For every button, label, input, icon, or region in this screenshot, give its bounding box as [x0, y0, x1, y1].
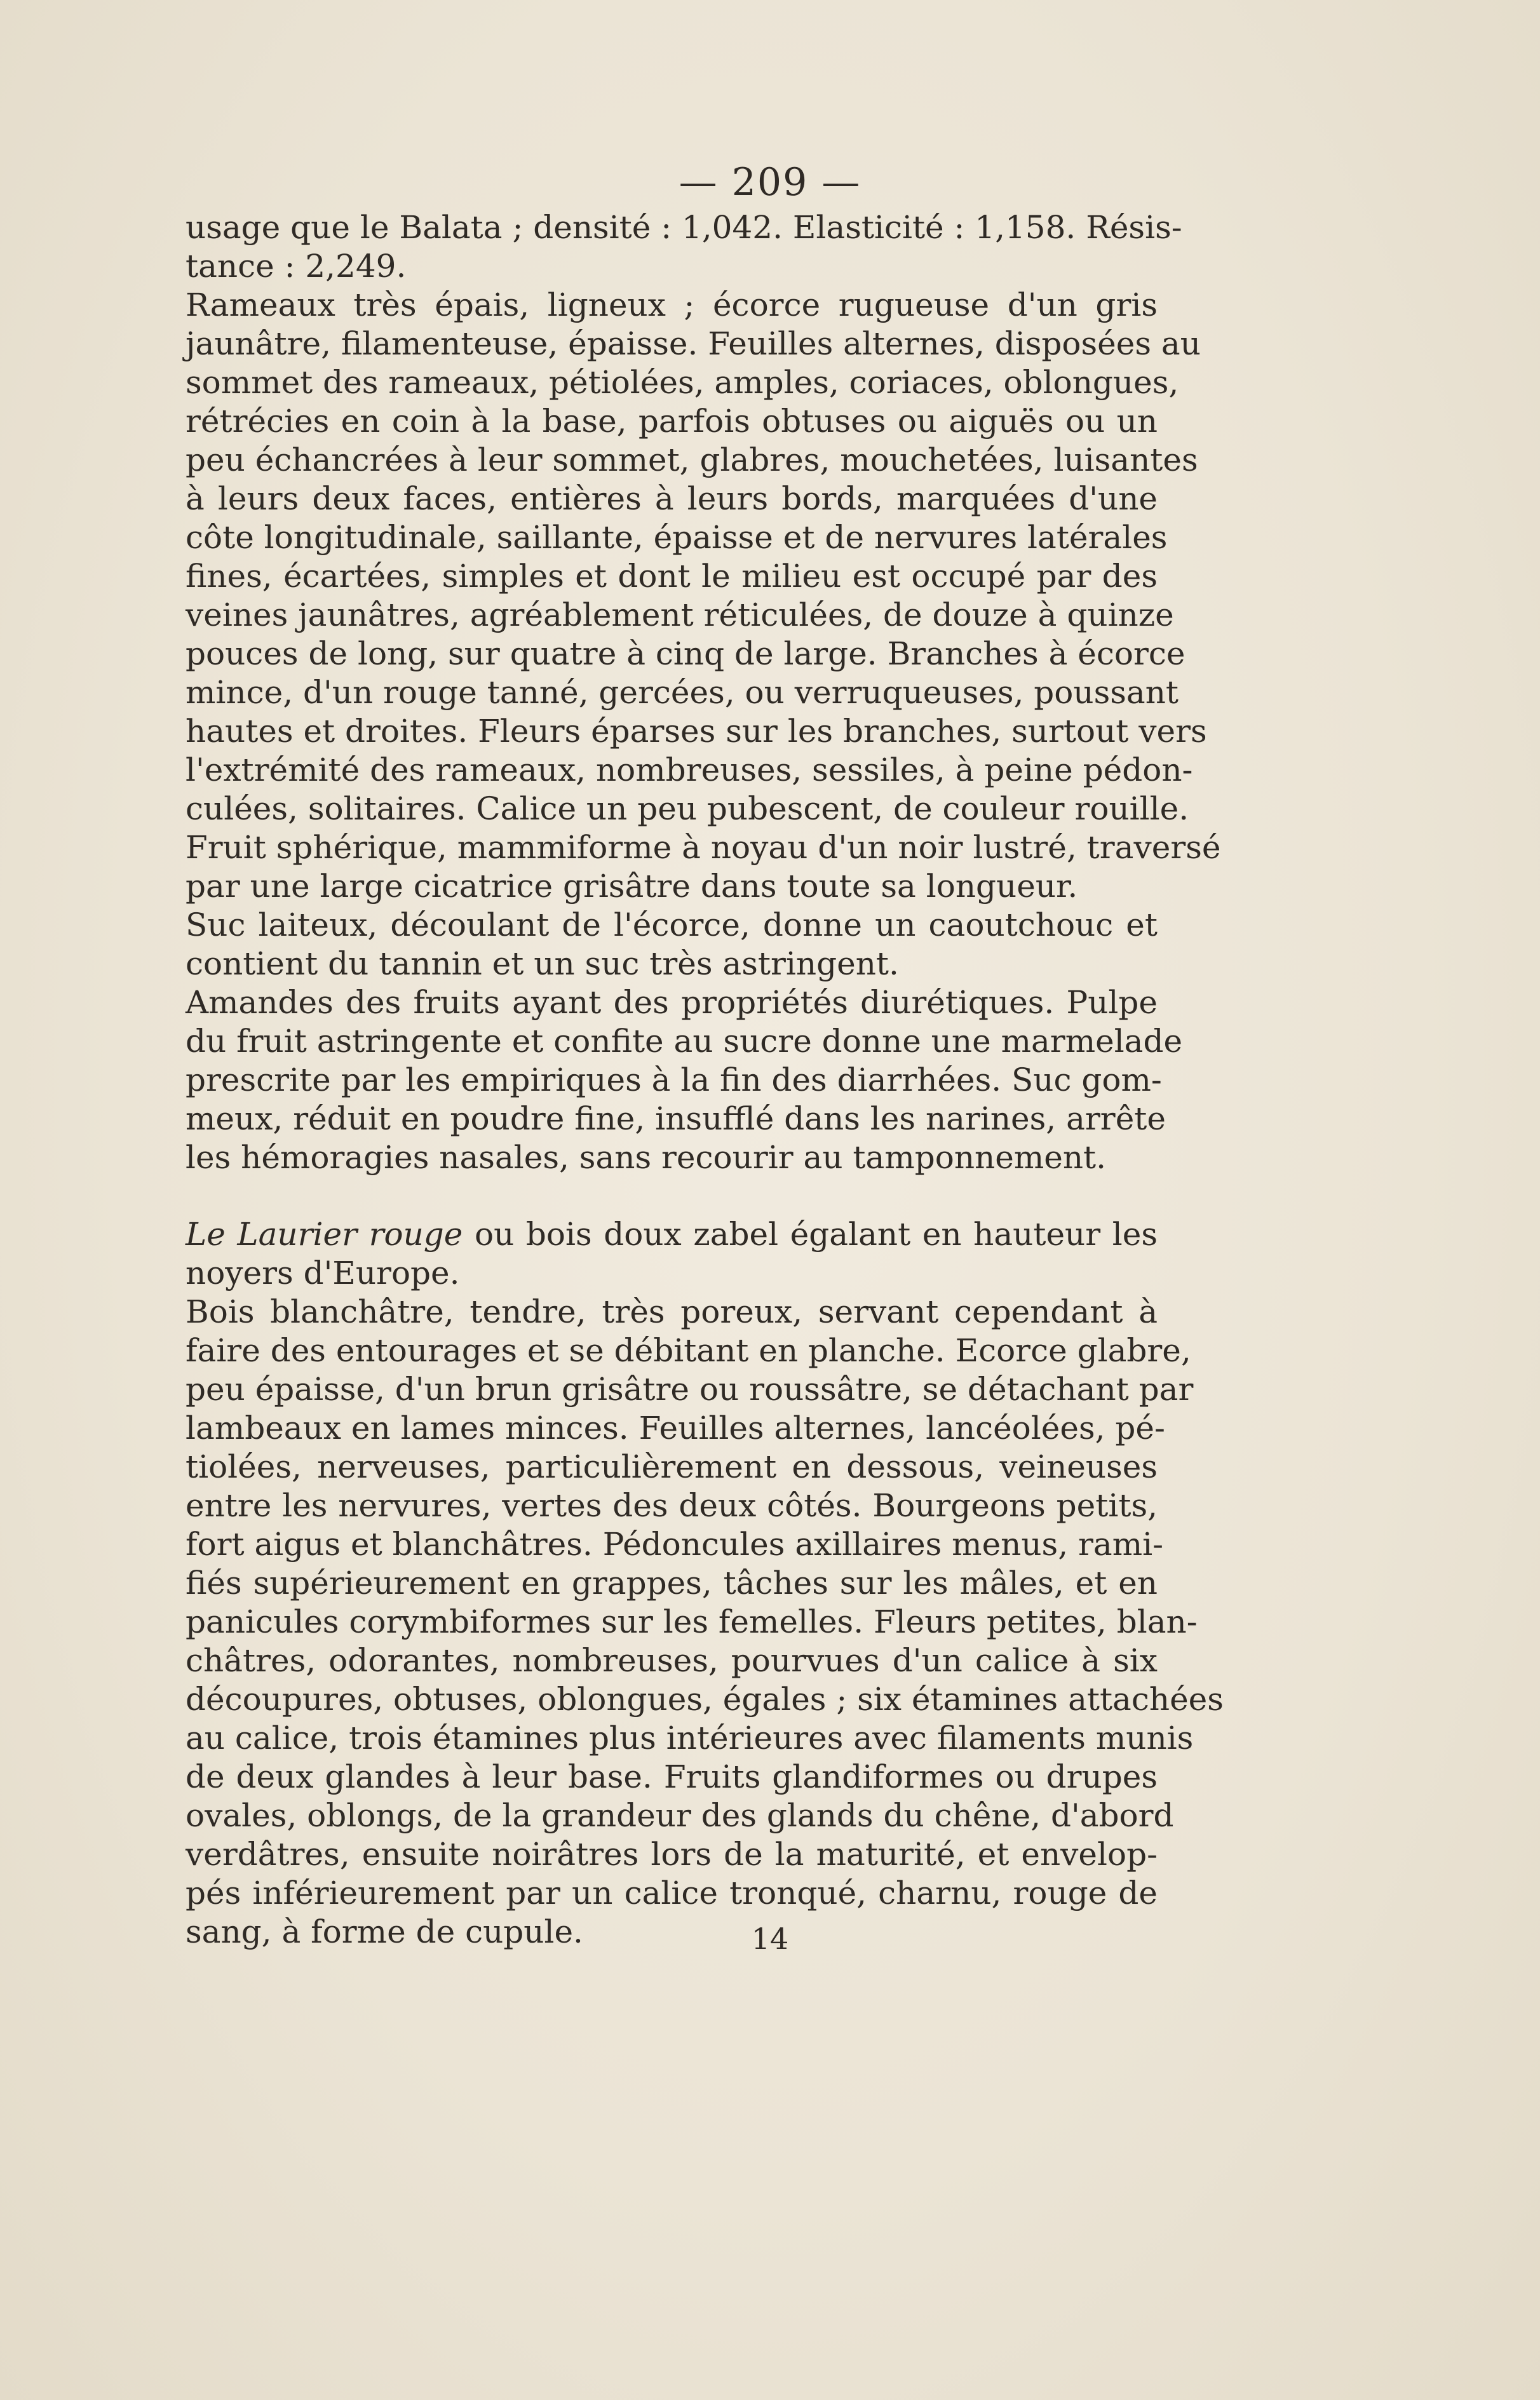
text-line: châtres, odorantes, nombreuses, pourvues d'un calice à six	[186, 1642, 1158, 1679]
section-balata	[186, 208, 1221, 1177]
text-line: au calice, trois étamines plus intérieures avec filaments munis	[186, 1720, 1194, 1756]
text-line: meux, réduit en poudre fine, insufflé dans les narines, arrête	[186, 1100, 1166, 1137]
signature-mark: 14	[751, 1922, 789, 1956]
text-line: hautes et droites. Fleurs éparses sur les branches, surtout vers	[186, 713, 1207, 750]
text-line: verdâtres, ensuite noirâtres lors de la maturité, et envelop-	[186, 1836, 1158, 1873]
text-line: ovales, oblongs, de la grandeur des glands du chêne, d'abord	[186, 1797, 1174, 1834]
section-title-line-2: noyers d'Europe.	[186, 1255, 460, 1291]
text-line: fines, écartées, simples et dont le milieu est occupé par des	[186, 558, 1158, 595]
text-line: Suc laiteux, découlant de l'écorce, donne un caoutchouc et	[186, 907, 1158, 943]
text-line: peu échancrées à leur sommet, glabres, mouchetées, luisantes	[186, 442, 1198, 478]
text-line: culées, solitaires. Calice un peu pubescent, de couleur rouille.	[186, 790, 1189, 827]
text-line: l'extrémité des rameaux, nombreuses, sessiles, à peine pédon-	[186, 752, 1193, 788]
text-line: veines jaunâtres, agréablement réticulées, de douze à quinze	[186, 597, 1174, 633]
text-line: tance : 2,249.	[186, 248, 407, 285]
text-line: rétrécies en coin à la base, parfois obtuses ou aiguës ou un	[186, 403, 1158, 440]
section-title-rest: ou bois doux zabel égalant en hauteur les	[463, 1216, 1158, 1253]
text-line: lambeaux en lames minces. Feuilles alternes, lancéolées, pé-	[186, 1410, 1165, 1446]
text-line: Amandes des fruits ayant des propriétés diurétiques. Pulpe	[186, 984, 1158, 1021]
text-line: tiolées, nerveuses, particulièrement en dessous, veineuses	[186, 1448, 1158, 1485]
text-line: peu épaisse, d'un brun grisâtre ou roussâtre, se détachant par	[186, 1371, 1194, 1408]
page-number: — 209 —	[679, 160, 861, 205]
text-line: jaunâtre, filamenteuse, épaisse. Feuilles alternes, disposées au	[186, 325, 1201, 362]
section-title-italic: Le Laurier rouge	[186, 1216, 463, 1253]
text-line: pés inférieurement par un calice tronqué, charnu, rouge de	[186, 1875, 1158, 1911]
text-line: Bois blanchâtre, tendre, très poreux, servant cependant à	[186, 1293, 1158, 1330]
text-line: sommet des rameaux, pétiolées, amples, coriaces, oblongues,	[186, 364, 1179, 401]
section-gap	[186, 1177, 1158, 1215]
text-line: à leurs deux faces, entières à leurs bords, marquées d'une	[186, 480, 1158, 517]
text-line: fort aigus et blanchâtres. Pédoncules axillaires menus, rami-	[186, 1526, 1164, 1563]
text-line: entre les nervures, vertes des deux côtés. Bourgeons petits,	[186, 1487, 1158, 1524]
text-line: du fruit astringente et confite au sucre donne une marmelade	[186, 1023, 1183, 1060]
section-title-line	[186, 1215, 1158, 1254]
text-line: côte longitudinale, saillante, épaisse et de nervures latérales	[186, 519, 1168, 556]
section-laurier-rouge	[186, 1215, 1224, 1952]
text-line: usage que le Balata ; densité : 1,042. Elasticité : 1,158. Résis-	[186, 209, 1182, 246]
text-line: de deux glandes à leur base. Fruits glandiformes ou drupes	[186, 1758, 1158, 1795]
text-line: prescrite par les empiriques à la fin des diarrhées. Suc gom-	[186, 1062, 1162, 1098]
text-line: sang, à forme de cupule.	[186, 1913, 583, 1950]
text-line: mince, d'un rouge tanné, gercées, ou verruqueuses, poussant	[186, 674, 1179, 711]
text-line: faire des entourages et se débitant en planche. Ecorce glabre,	[186, 1332, 1191, 1369]
text-line: contient du tannin et un suc très astringent.	[186, 945, 899, 982]
text-line: Fruit sphérique, mammiforme à noyau d'un noir lustré, traversé	[186, 829, 1221, 866]
text-line: panicules corymbiformes sur les femelles. Fleurs petites, blan-	[186, 1603, 1198, 1640]
text-line: les hémoragies nasales, sans recourir au tamponnement.	[186, 1139, 1107, 1176]
text-line: Rameaux très épais, ligneux ; écorce rugueuse d'un gris	[186, 287, 1158, 323]
text-line: par une large cicatrice grisâtre dans toute sa longueur.	[186, 868, 1078, 905]
text-line: fiés supérieurement en grappes, tâches sur les mâles, et en	[186, 1565, 1158, 1601]
text-line: pouces de long, sur quatre à cinq de large. Branches à écorce	[186, 635, 1185, 672]
text-line: découpures, obtuses, oblongues, égales ; six étamines attachées	[186, 1681, 1224, 1718]
text-body	[186, 208, 1224, 1952]
